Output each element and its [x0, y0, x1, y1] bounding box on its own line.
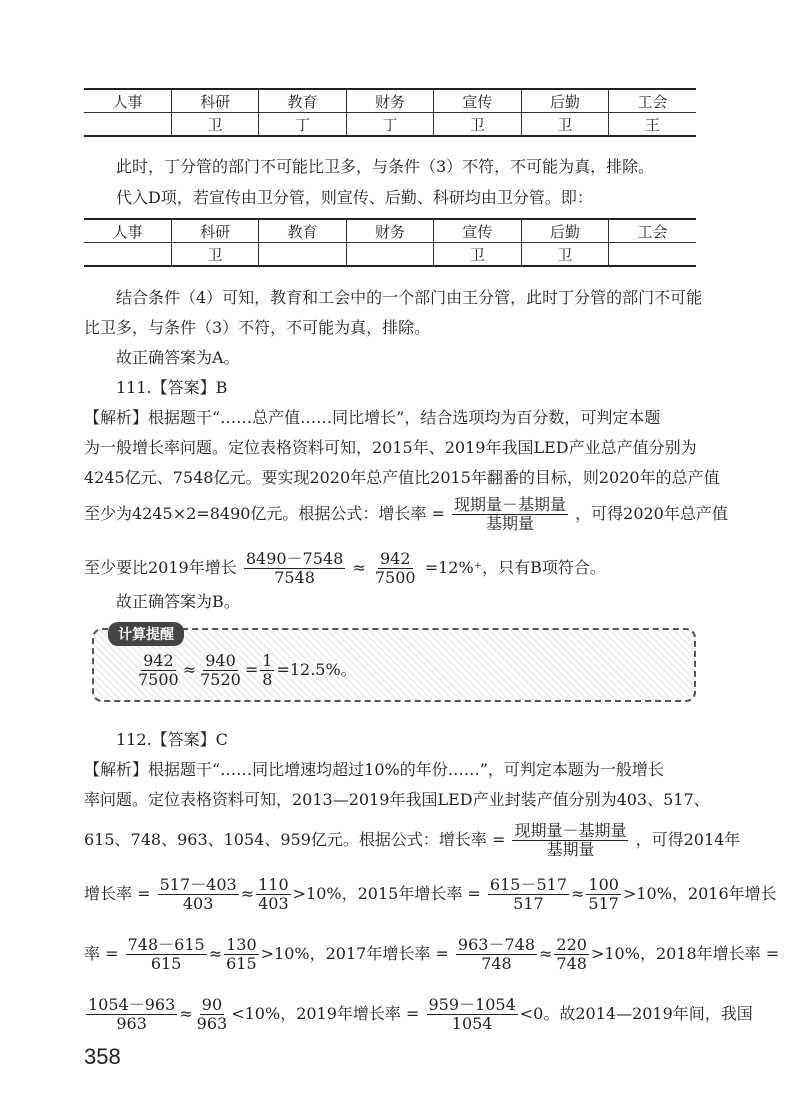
fraction — [126, 936, 207, 973]
formula-text: 615、748、963、1054、959亿元。根据公式：增长率 = — [84, 830, 506, 849]
fraction — [86, 996, 177, 1033]
fraction-numerator: 现期量－基期量 — [514, 821, 627, 840]
formula-text: <0。故2014—2019年间，我国 — [519, 1004, 753, 1023]
fraction-numerator: 100 — [588, 875, 619, 894]
calculation-tip-label: 计算提醒 — [108, 622, 184, 646]
fraction — [427, 996, 518, 1033]
fraction — [456, 936, 537, 973]
table2-header: 后勤 — [521, 219, 608, 243]
fraction-denominator: 403 — [258, 894, 289, 913]
table2-header: 教育 — [259, 219, 346, 243]
formula-line — [84, 550, 606, 587]
table2-cell — [259, 243, 346, 267]
formula-text: ，可得2014年 — [635, 830, 741, 849]
table1-cell: 卫 — [434, 113, 521, 137]
question-111-answer: 111.【答案】B — [116, 378, 228, 397]
fraction-numerator: 942 — [379, 549, 411, 568]
answer-line: 故正确答案为B。 — [116, 592, 240, 611]
table1-cell: 卫 — [521, 113, 608, 137]
fraction-numerator: 90 — [201, 995, 223, 1014]
fraction-denominator: 7548 — [274, 568, 315, 587]
table1-header: 宣传 — [434, 89, 521, 113]
analysis-text: 率问题。定位表格资料可知，2013—2019年我国LED产业封装产值分别为403、517、 — [84, 790, 710, 809]
fraction-denominator: 基期量 — [486, 514, 535, 533]
fraction-denominator: 7500 — [374, 568, 416, 587]
formula-text: =12.5%。 — [276, 660, 357, 679]
tip-formula: $\frac{942}{7500}$ ≈ $\frac{940}{7520}$ = $\frac{1}{8}$ =12.5%。 — [138, 651, 357, 689]
fraction-numerator: 130 — [226, 935, 257, 954]
table1-header: 教育 — [259, 89, 346, 113]
table1-cell: 王 — [609, 113, 696, 137]
formula-text: 至少为4245×2=8490亿元。根据公式：增长率 = — [84, 504, 445, 523]
fraction-denominator: 748 — [556, 954, 587, 973]
table2-header: 工会 — [609, 219, 696, 243]
table1-header: 工会 — [609, 89, 696, 113]
fraction-numerator: 220 — [556, 935, 587, 954]
table1-cell: 丁 — [259, 113, 346, 137]
fraction — [373, 550, 418, 587]
fraction — [586, 876, 621, 913]
formula-text: 率 = — [84, 944, 119, 963]
paragraph: 比卫多，与条件（3）不符，不可能为真，排除。 — [84, 318, 431, 337]
fraction-numerator: 963－748 — [457, 935, 536, 954]
table1-header: 科研 — [171, 89, 258, 113]
formula-text: >10%，2016年增长 — [622, 884, 777, 903]
answer-line: 故正确答案为A。 — [116, 348, 240, 367]
fraction-numerator: 959－1054 — [428, 995, 516, 1014]
table2-cell: 卫 — [521, 243, 608, 267]
fraction-denominator: 8 — [262, 670, 273, 689]
formula-text: >10%，2015年增长率 = — [292, 884, 481, 903]
fraction-numerator: 1 — [262, 651, 273, 670]
fraction-denominator: 963 — [116, 1014, 147, 1033]
table1-header: 人事 — [84, 89, 171, 113]
fraction-denominator: 615 — [226, 954, 257, 973]
formula-line: 增长率 = $\frac{517-403}{403}$ ≈ $\frac{110}{403}$ >10%，2015年增长率 = $\frac{615-517}{517}$ ≈ $\frac{100}{517}$ >10%，2016年增长 — [84, 875, 777, 913]
growth-rate-fraction — [512, 822, 628, 859]
fraction — [136, 652, 181, 689]
fraction-numerator: 942 — [143, 651, 174, 670]
formula-line: $\frac{1054-963}{963}$ ≈ $\frac{90}{963}$ <10%，2019年增长率 = $\frac{959-1054}{1054}$ <0。故2014—2019年间，我国 — [88, 995, 753, 1033]
fraction-numerator: 110 — [258, 875, 289, 894]
fraction — [195, 996, 230, 1033]
fraction — [158, 876, 239, 913]
table1-cell — [84, 113, 171, 137]
table2-cell — [84, 243, 171, 267]
formula-line — [84, 822, 740, 859]
fraction-numerator: 517－403 — [159, 875, 237, 894]
table2-cell: 卫 — [434, 243, 521, 267]
table2-header: 财务 — [346, 219, 433, 243]
paragraph: 此时，丁分管的部门不可能比卫多，与条件（3）不符，不可能为真，排除。 — [116, 157, 655, 176]
analysis-text: 为一般增长率问题。定位表格资料可知，2015年、2019年我国LED产业总产值分别为 — [84, 438, 697, 457]
formula-text: >10%，2018年增长率 = — [590, 944, 780, 963]
fraction-numerator: 940 — [205, 651, 236, 670]
fraction-denominator: 1054 — [451, 1014, 493, 1033]
fraction — [244, 550, 345, 587]
table2-header: 科研 — [171, 219, 258, 243]
fraction — [554, 936, 589, 973]
fraction-denominator: 403 — [182, 894, 214, 913]
fraction-numerator: 1054－963 — [88, 995, 176, 1014]
fraction-denominator: 517 — [513, 894, 544, 913]
fraction-denominator: 7500 — [138, 670, 179, 689]
table2-header: 人事 — [84, 219, 171, 243]
formula-text: >10%，2017年增长率 = — [260, 944, 449, 963]
table1-cell: 卫 — [171, 113, 258, 137]
table1-header: 财务 — [346, 89, 433, 113]
fraction-numerator: 现期量－基期量 — [454, 495, 567, 514]
formula-text: =12%⁺，只有B项符合。 — [424, 558, 606, 577]
formula-text: <10%，2019年增长率 = — [231, 1004, 420, 1023]
formula-text: ，可得2020年总产值 — [575, 504, 728, 523]
approx-sign: ≈ — [352, 558, 366, 577]
fraction-denominator: 963 — [196, 1014, 228, 1033]
formula-line: 率 = $\frac{748-615}{615}$ ≈ $\frac{130}{615}$ >10%，2017年增长率 = $\frac{963-748}{748}$ ≈ $\frac{220}{748}$ >10%，2018年增长率 = — [84, 935, 780, 973]
fraction — [224, 936, 259, 973]
question-112-answer: 112.【答案】C — [116, 730, 228, 749]
page-number: 358 — [84, 1044, 121, 1069]
table2-cell — [609, 243, 696, 267]
fraction — [260, 652, 274, 689]
department-table-2 — [84, 218, 696, 267]
table2-header: 宣传 — [434, 219, 521, 243]
analysis-text: 4245亿元、7548亿元。要实现2020年总产值比2015年翻番的目标，则2020年的总产值 — [84, 468, 720, 487]
paragraph: 结合条件（4）可知，教育和工会中的一个部门由王分管，此时丁分管的部门不可能 — [116, 288, 703, 307]
fraction-denominator: 748 — [481, 954, 512, 973]
fraction-denominator: 7520 — [200, 670, 241, 689]
department-table-1 — [84, 88, 696, 137]
fraction-numerator: 615－517 — [489, 875, 568, 894]
fraction-denominator: 基期量 — [546, 840, 595, 859]
table2-cell — [346, 243, 433, 267]
formula-line — [84, 496, 728, 533]
formula-text: 至少要比2019年增长 — [84, 558, 237, 577]
growth-rate-fraction — [452, 496, 568, 533]
fraction-numerator: 8490－7548 — [245, 549, 344, 568]
formula-text: 增长率 = — [84, 884, 151, 903]
fraction-denominator: 517 — [588, 894, 619, 913]
table1-cell: 丁 — [346, 113, 433, 137]
analysis-text: 【解析】根据题干“……总产值……同比增长”，结合选项均为百分数，可判定本题 — [84, 408, 661, 427]
analysis-text: 【解析】根据题干“……同比增速均超过10%的年份……”，可判定本题为一般增长 — [84, 760, 664, 779]
table2-cell: 卫 — [171, 243, 258, 267]
paragraph: 代入D项，若宣传由卫分管，则宣传、后勤、科研均由卫分管。即： — [116, 188, 593, 207]
fraction-numerator: 748－615 — [127, 935, 205, 954]
table1-header: 后勤 — [521, 89, 608, 113]
fraction — [198, 652, 243, 689]
fraction — [488, 876, 569, 913]
fraction-denominator: 615 — [150, 954, 182, 973]
fraction — [256, 876, 291, 913]
